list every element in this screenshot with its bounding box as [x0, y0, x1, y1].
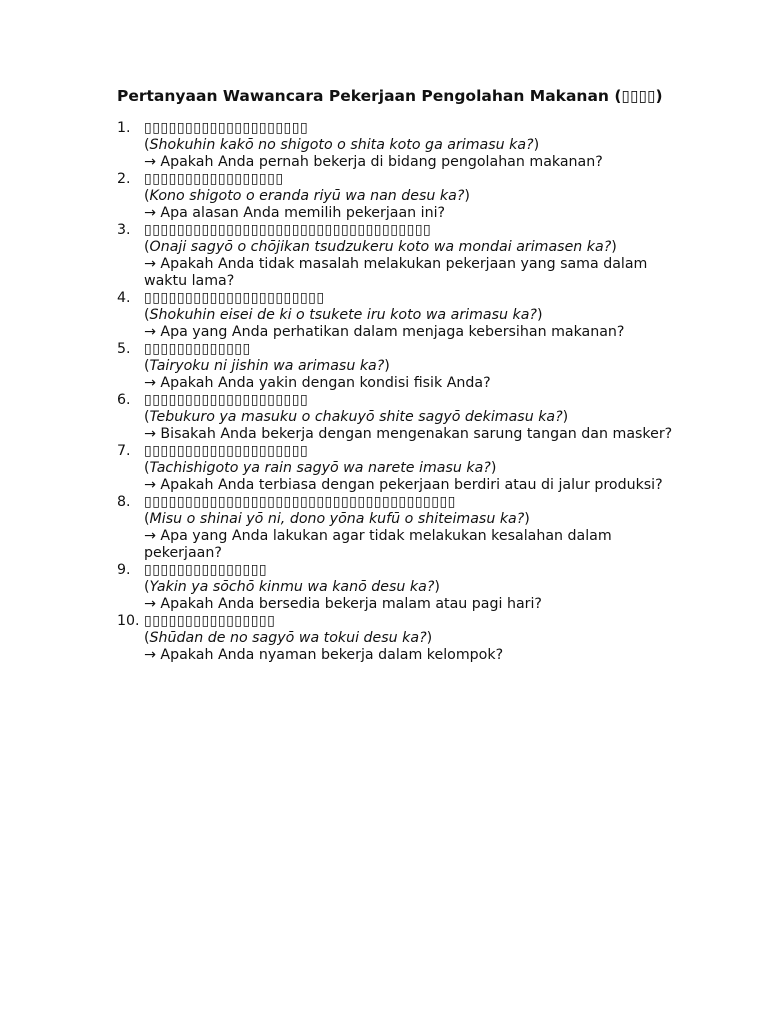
question-number: 3. — [117, 222, 131, 238]
question-number: 2. — [117, 171, 131, 187]
question-japanese: ▯▯▯▯▯▯▯▯▯▯▯▯▯▯▯▯▯▯▯▯▯▯ — [144, 290, 325, 306]
romaji-text: Onaji sagyō o chōjikan tsudzukeru koto wa mondai arimasen ka? — [149, 239, 612, 255]
question-japanese: ▯▯▯▯▯▯▯▯▯▯▯▯▯▯▯▯▯▯▯▯▯▯▯▯▯▯▯▯▯▯▯▯▯▯▯▯▯▯ — [144, 494, 456, 510]
question-item — [117, 443, 677, 494]
question-japanese: ▯▯▯▯▯▯▯▯▯▯▯▯▯ — [144, 341, 251, 357]
question-romaji: (Onaji sagyō o chōjikan tsudzukeru koto wa mondai arimasen ka?) — [144, 239, 617, 255]
question-japanese: ▯▯▯▯▯▯▯▯▯▯▯▯▯▯▯▯▯▯▯▯ — [144, 443, 309, 459]
question-item — [117, 171, 677, 222]
question-japanese: ▯▯▯▯▯▯▯▯▯▯▯▯▯▯▯ — [144, 562, 268, 578]
question-translation: → Apakah Anda tidak masalah melakukan pekerjaan yang sama dalam waktu lama? — [144, 256, 648, 289]
question-translation: → Apa yang Anda perhatikan dalam menjaga kebersihan makanan? — [144, 324, 625, 340]
question-number: 1. — [117, 120, 131, 136]
romaji-text: Shokuhin eisei de ki o tsukete iru koto wa arimasu ka? — [149, 307, 537, 323]
question-item — [117, 120, 677, 171]
question-number: 4. — [117, 290, 131, 306]
question-item — [117, 392, 677, 443]
question-number: 5. — [117, 341, 131, 357]
question-item — [117, 494, 677, 562]
question-romaji: (Shokuhin eisei de ki o tsukete iru koto wa arimasu ka?) — [144, 307, 543, 323]
question-translation: → Apakah Anda yakin dengan kondisi fisik Anda? — [144, 375, 491, 391]
question-translation: → Apa alasan Anda memilih pekerjaan ini? — [144, 205, 446, 221]
question-japanese: ▯▯▯▯▯▯▯▯▯▯▯▯▯▯▯▯▯▯▯▯▯▯▯▯▯▯▯▯▯▯▯▯▯▯▯ — [144, 222, 432, 238]
romaji-text: Misu o shinai yō ni, dono yōna kufū o shiteimasu ka? — [149, 511, 525, 527]
romaji-text: Shūdan de no sagyō wa tokui desu ka? — [149, 630, 427, 646]
question-romaji: (Tachishigoto ya rain sagyō wa narete imasu ka?) — [144, 460, 497, 476]
question-romaji: (Shokuhin kakō no shigoto o shita koto ga arimasu ka?) — [144, 137, 540, 153]
romaji-text: Yakin ya sōchō kinmu wa kanō desu ka? — [149, 579, 435, 595]
question-romaji: (Yakin ya sōchō kinmu wa kanō desu ka?) — [144, 579, 440, 595]
question-item — [117, 290, 677, 341]
question-japanese: ▯▯▯▯▯▯▯▯▯▯▯▯▯▯▯▯▯▯▯▯ — [144, 120, 309, 136]
document-title: Pertanyaan Wawancara Pekerjaan Pengolahan Makanan (▯▯▯▯) — [117, 87, 663, 105]
question-translation: → Apakah Anda nyaman bekerja dalam kelompok? — [144, 647, 504, 663]
romaji-text: Tachishigoto ya rain sagyō wa narete imasu ka? — [149, 460, 491, 476]
romaji-text: Tairyoku ni jishin wa arimasu ka? — [149, 358, 385, 374]
question-number: 10. — [117, 613, 140, 629]
question-item — [117, 613, 677, 664]
question-translation: → Apa yang Anda lakukan agar tidak melakukan kesalahan dalam pekerjaan? — [144, 528, 612, 561]
question-list — [117, 120, 677, 664]
romaji-text: Kono shigoto o eranda riyū wa nan desu ka? — [149, 188, 465, 204]
question-translation: → Bisakah Anda bekerja dengan mengenakan sarung tangan dan masker? — [144, 426, 673, 442]
question-japanese: ▯▯▯▯▯▯▯▯▯▯▯▯▯▯▯▯ — [144, 613, 276, 629]
question-number: 6. — [117, 392, 131, 408]
question-number: 8. — [117, 494, 131, 510]
romaji-text: Tebukuro ya masuku o chakuyō shite sagyō dekimasu ka? — [149, 409, 563, 425]
question-romaji: (Misu o shinai yō ni, dono yōna kufū o shiteimasu ka?) — [144, 511, 530, 527]
question-japanese: ▯▯▯▯▯▯▯▯▯▯▯▯▯▯▯▯▯▯▯▯ — [144, 392, 309, 408]
question-romaji: (Tebukuro ya masuku o chakuyō shite sagyō dekimasu ka?) — [144, 409, 569, 425]
question-item — [117, 562, 677, 613]
question-number: 7. — [117, 443, 131, 459]
question-item — [117, 222, 677, 290]
question-translation: → Apakah Anda terbiasa dengan pekerjaan berdiri atau di jalur produksi? — [144, 477, 663, 493]
question-translation: → Apakah Anda pernah bekerja di bidang pengolahan makanan? — [144, 154, 603, 170]
question-romaji: (Tairyoku ni jishin wa arimasu ka?) — [144, 358, 390, 374]
question-item — [117, 341, 677, 392]
question-number: 9. — [117, 562, 131, 578]
question-romaji: (Kono shigoto o eranda riyū wa nan desu ka?) — [144, 188, 470, 204]
question-translation: → Apakah Anda bersedia bekerja malam atau pagi hari? — [144, 596, 542, 612]
document-page — [117, 87, 677, 664]
question-romaji: (Shūdan de no sagyō wa tokui desu ka?) — [144, 630, 433, 646]
question-japanese: ▯▯▯▯▯▯▯▯▯▯▯▯▯▯▯▯▯ — [144, 171, 284, 187]
romaji-text: Shokuhin kakō no shigoto o shita koto ga arimasu ka? — [149, 137, 534, 153]
